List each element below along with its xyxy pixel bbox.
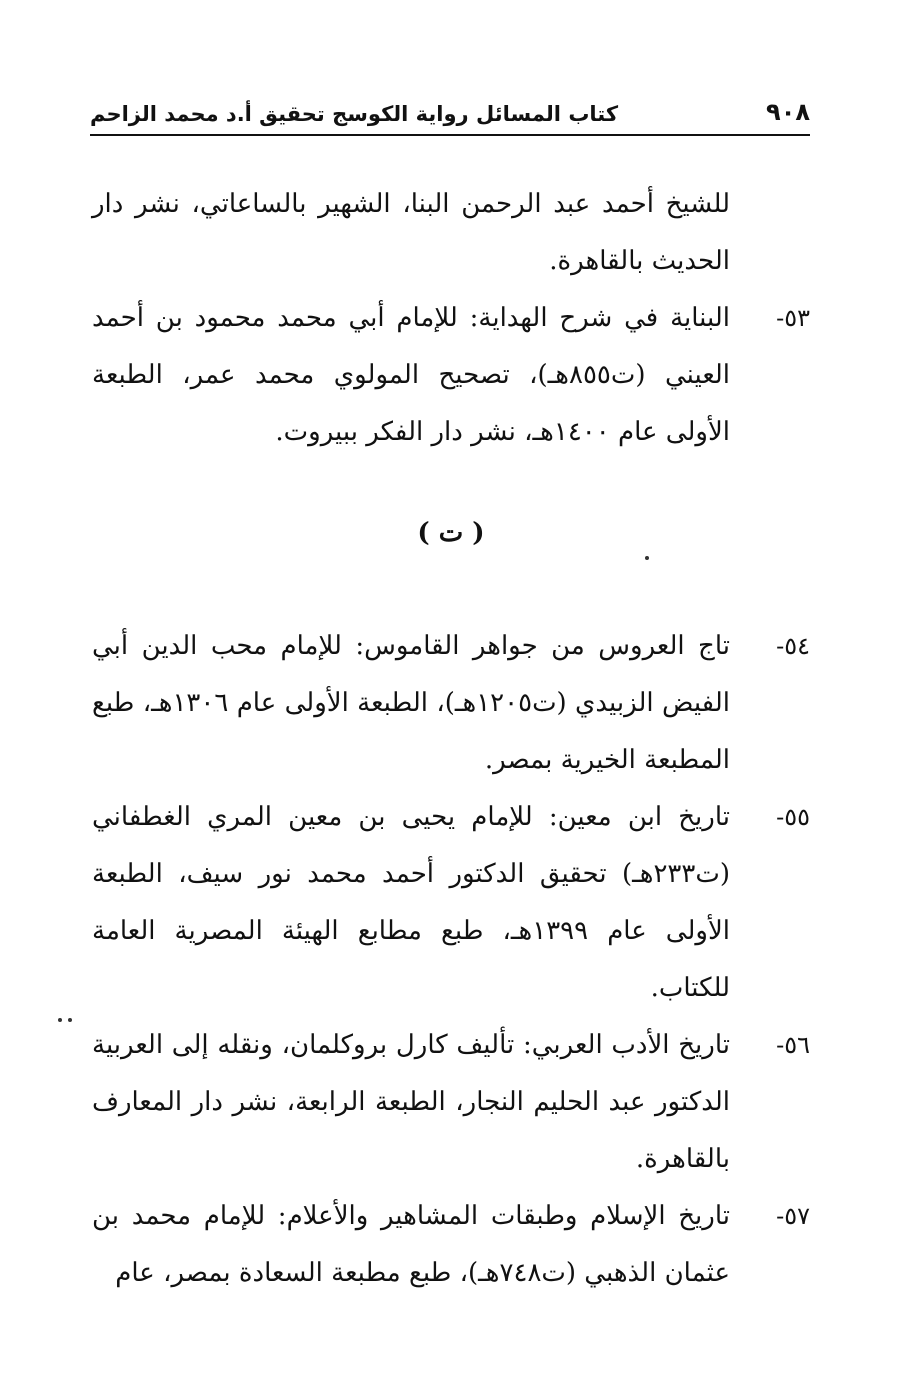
bibliography-entry-55 [92, 789, 810, 1017]
entry-text: تاريخ الأدب العربي: تأليف كارل بروكلمان، ونقله إلى العربية الدكتور عبد الحليم النجار، الطبعة الرابعة، نشر دار المعارف بالقاهرة. [92, 1030, 730, 1174]
scan-speck [58, 1018, 62, 1022]
bibliography-entry-57 [92, 1188, 810, 1302]
entry-continuation: للشيخ أحمد عبد الرحمن البنا، الشهير بالساعاتي، نشر دار الحديث بالقاهرة. [92, 189, 730, 276]
entry-number: ٥٤- [776, 632, 810, 660]
running-title: كتاب المسائل رواية الكوسج تحقيق أ.د محمد الزاحم [90, 102, 619, 126]
entry-text: تاريخ ابن معين: للإمام يحيى بن معين المري الغطفاني (ت٢٣٣هـ) تحقيق الدكتور أحمد محمد نور سيف، الطبعة الأولى عام ١٣٩٩هـ، طبع مطابع الهيئة المصرية العامة للكتاب. [92, 802, 731, 1003]
entry-text: تاج العروس من جواهر القاموس: للإمام محب الدين أبي الفيض الزبيدي (ت١٢٠٥هـ)، الطبعة الأولى عام ١٣٠٦هـ، طبع المطبعة الخيرية بمصر. [92, 631, 730, 775]
bibliography-entry-56 [92, 1017, 810, 1188]
bibliography-entry-53 [92, 290, 810, 461]
entry-number: ٥٦- [776, 1031, 810, 1059]
scan-speck [68, 1018, 72, 1022]
entry-number: ٥٧- [776, 1202, 810, 1230]
bibliography-entry-54 [92, 618, 810, 789]
entry-number: ٥٣- [776, 304, 810, 332]
bibliography-content [92, 176, 810, 1288]
entry-number: ٥٥- [776, 803, 810, 831]
entry-text: البناية في شرح الهداية: للإمام أبي محمد محمود بن أحمد العيني (ت٨٥٥هـ)، تصحيح المولوي محمد عمر، الطبعة الأولى عام ١٤٠٠هـ، نشر دار الفكر ببيروت. [92, 303, 731, 447]
section-heading: ( ت ) [417, 518, 485, 548]
page-number: ٩٠٨ [766, 98, 810, 126]
entry-text: تاريخ الإسلام وطبقات المشاهير والأعلام: للإمام محمد بن عثمان الذهبي (ت٧٤٨هـ)، طبع مطبعة السعادة بمصر، عام [92, 1201, 730, 1288]
page-header [90, 92, 810, 136]
scan-speck [645, 556, 649, 560]
